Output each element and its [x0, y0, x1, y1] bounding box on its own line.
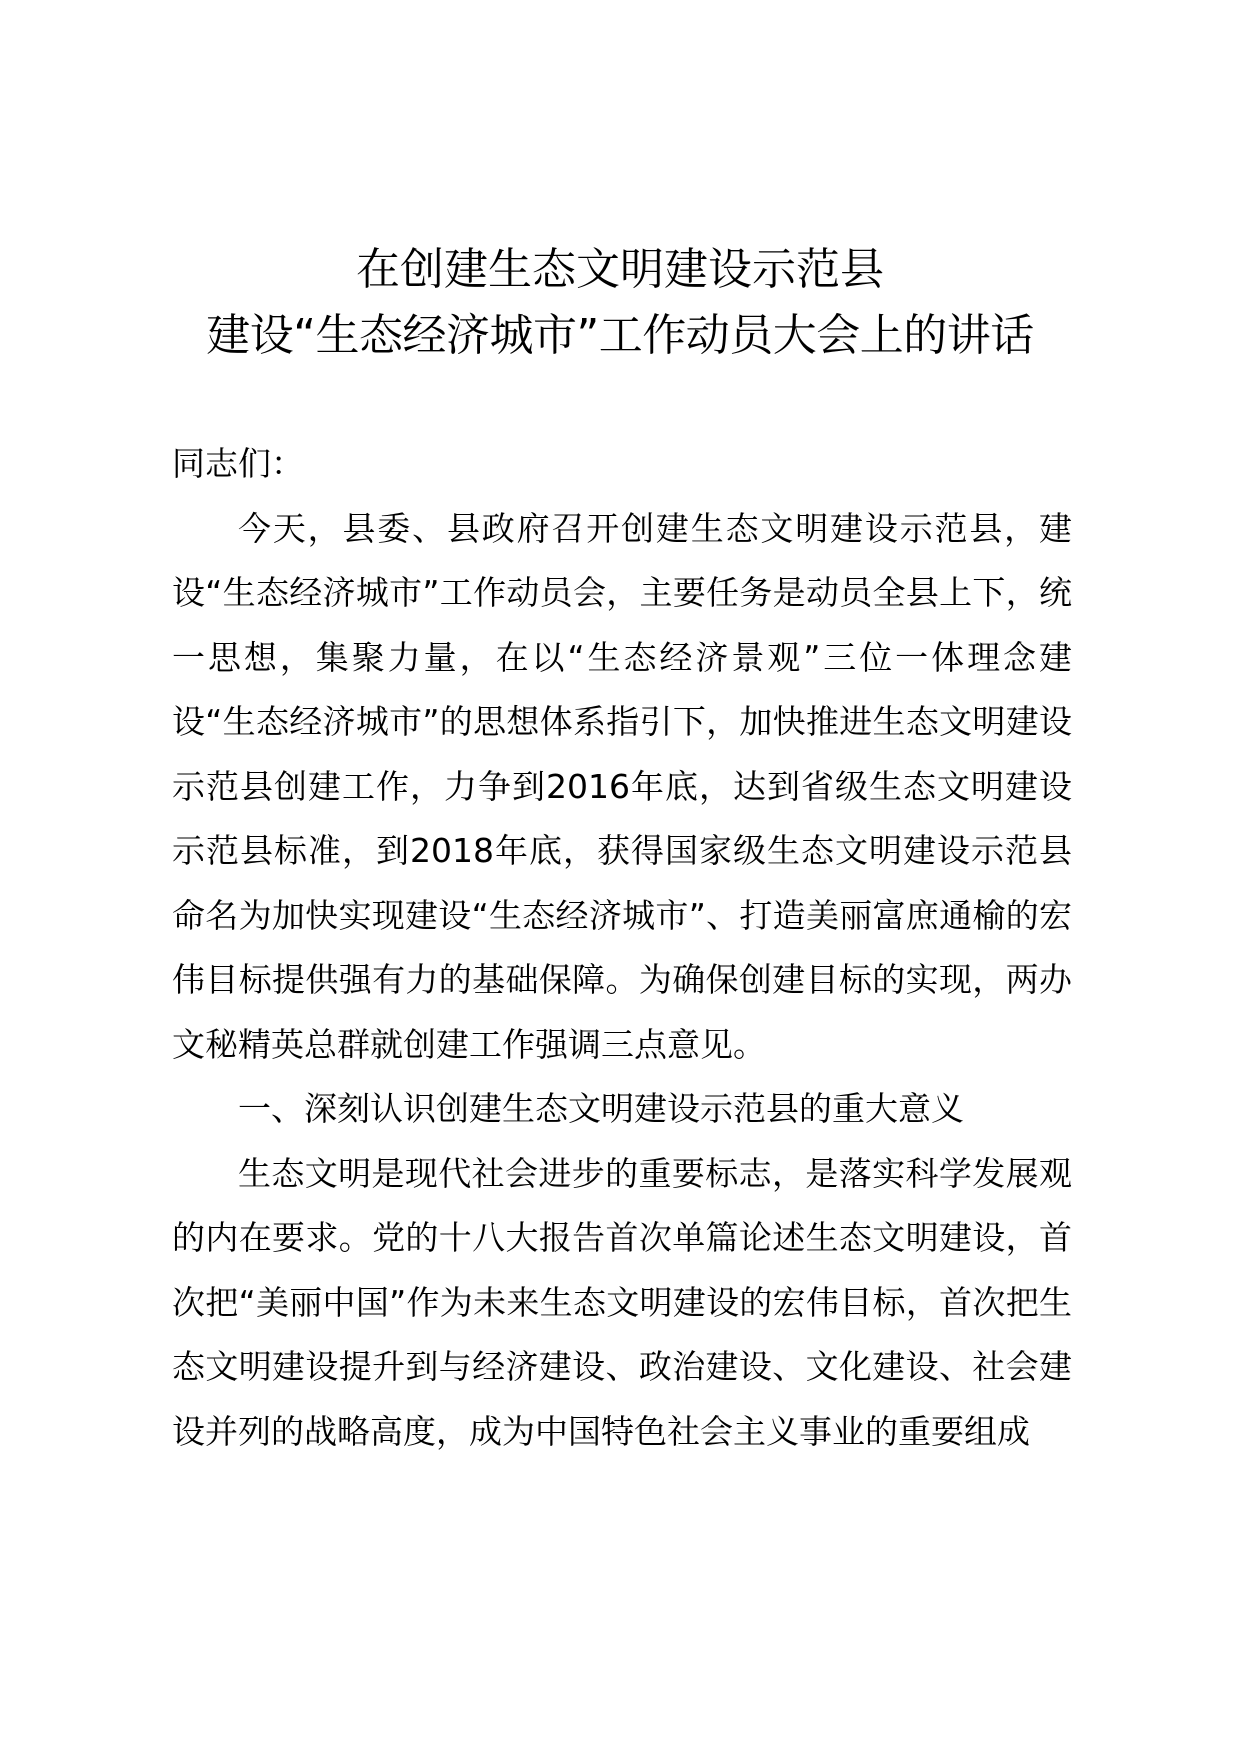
- document-body: [172, 432, 1072, 1464]
- salutation: 同志们：: [172, 444, 304, 483]
- section-heading-1: 一、深刻认识创建生态文明建设示范县的重大意义: [238, 1089, 964, 1128]
- paragraph-2: 生态文明是现代社会进步的重要标志，是落实科学发展观的内在要求。党的十八大报告首次单篇论述生态文明建设，首次把“美丽中国”作为未来生态文明建设的宏伟目标，首次把生态文明建设提升到与经济建设、政治建设、文化建设、社会建设并列的战略高度，成为中国特色社会主义事业的重要组成: [172, 1153, 1072, 1451]
- paragraph-1: 今天，县委、县政府召开创建生态文明建设示范县，建设“生态经济城市”工作动员会，主要任务是动员全县上下，统一思想，集聚力量，在以“生态经济景观”三位一体理念建设“生态经济城市”的思想体系指引下，加快推进生态文明建设示范县创建工作，力争到2016年底，达到省级生态文明建设示范县标准，到2018年底，获得国家级生态文明建设示范县命名为加快实现建设“生态经济城市”、打造美丽富庶通榆的宏伟目标提供强有力的基础保障。为确保创建目标的实现，两办文秘精英总群就创建工作强调三点意见。: [172, 508, 1072, 1064]
- document-title-line-1: 在创建生态文明建设示范县: [356, 244, 884, 295]
- document-title-line-2: 建设“生态经济城市”工作动员大会上的讲话: [206, 310, 1034, 361]
